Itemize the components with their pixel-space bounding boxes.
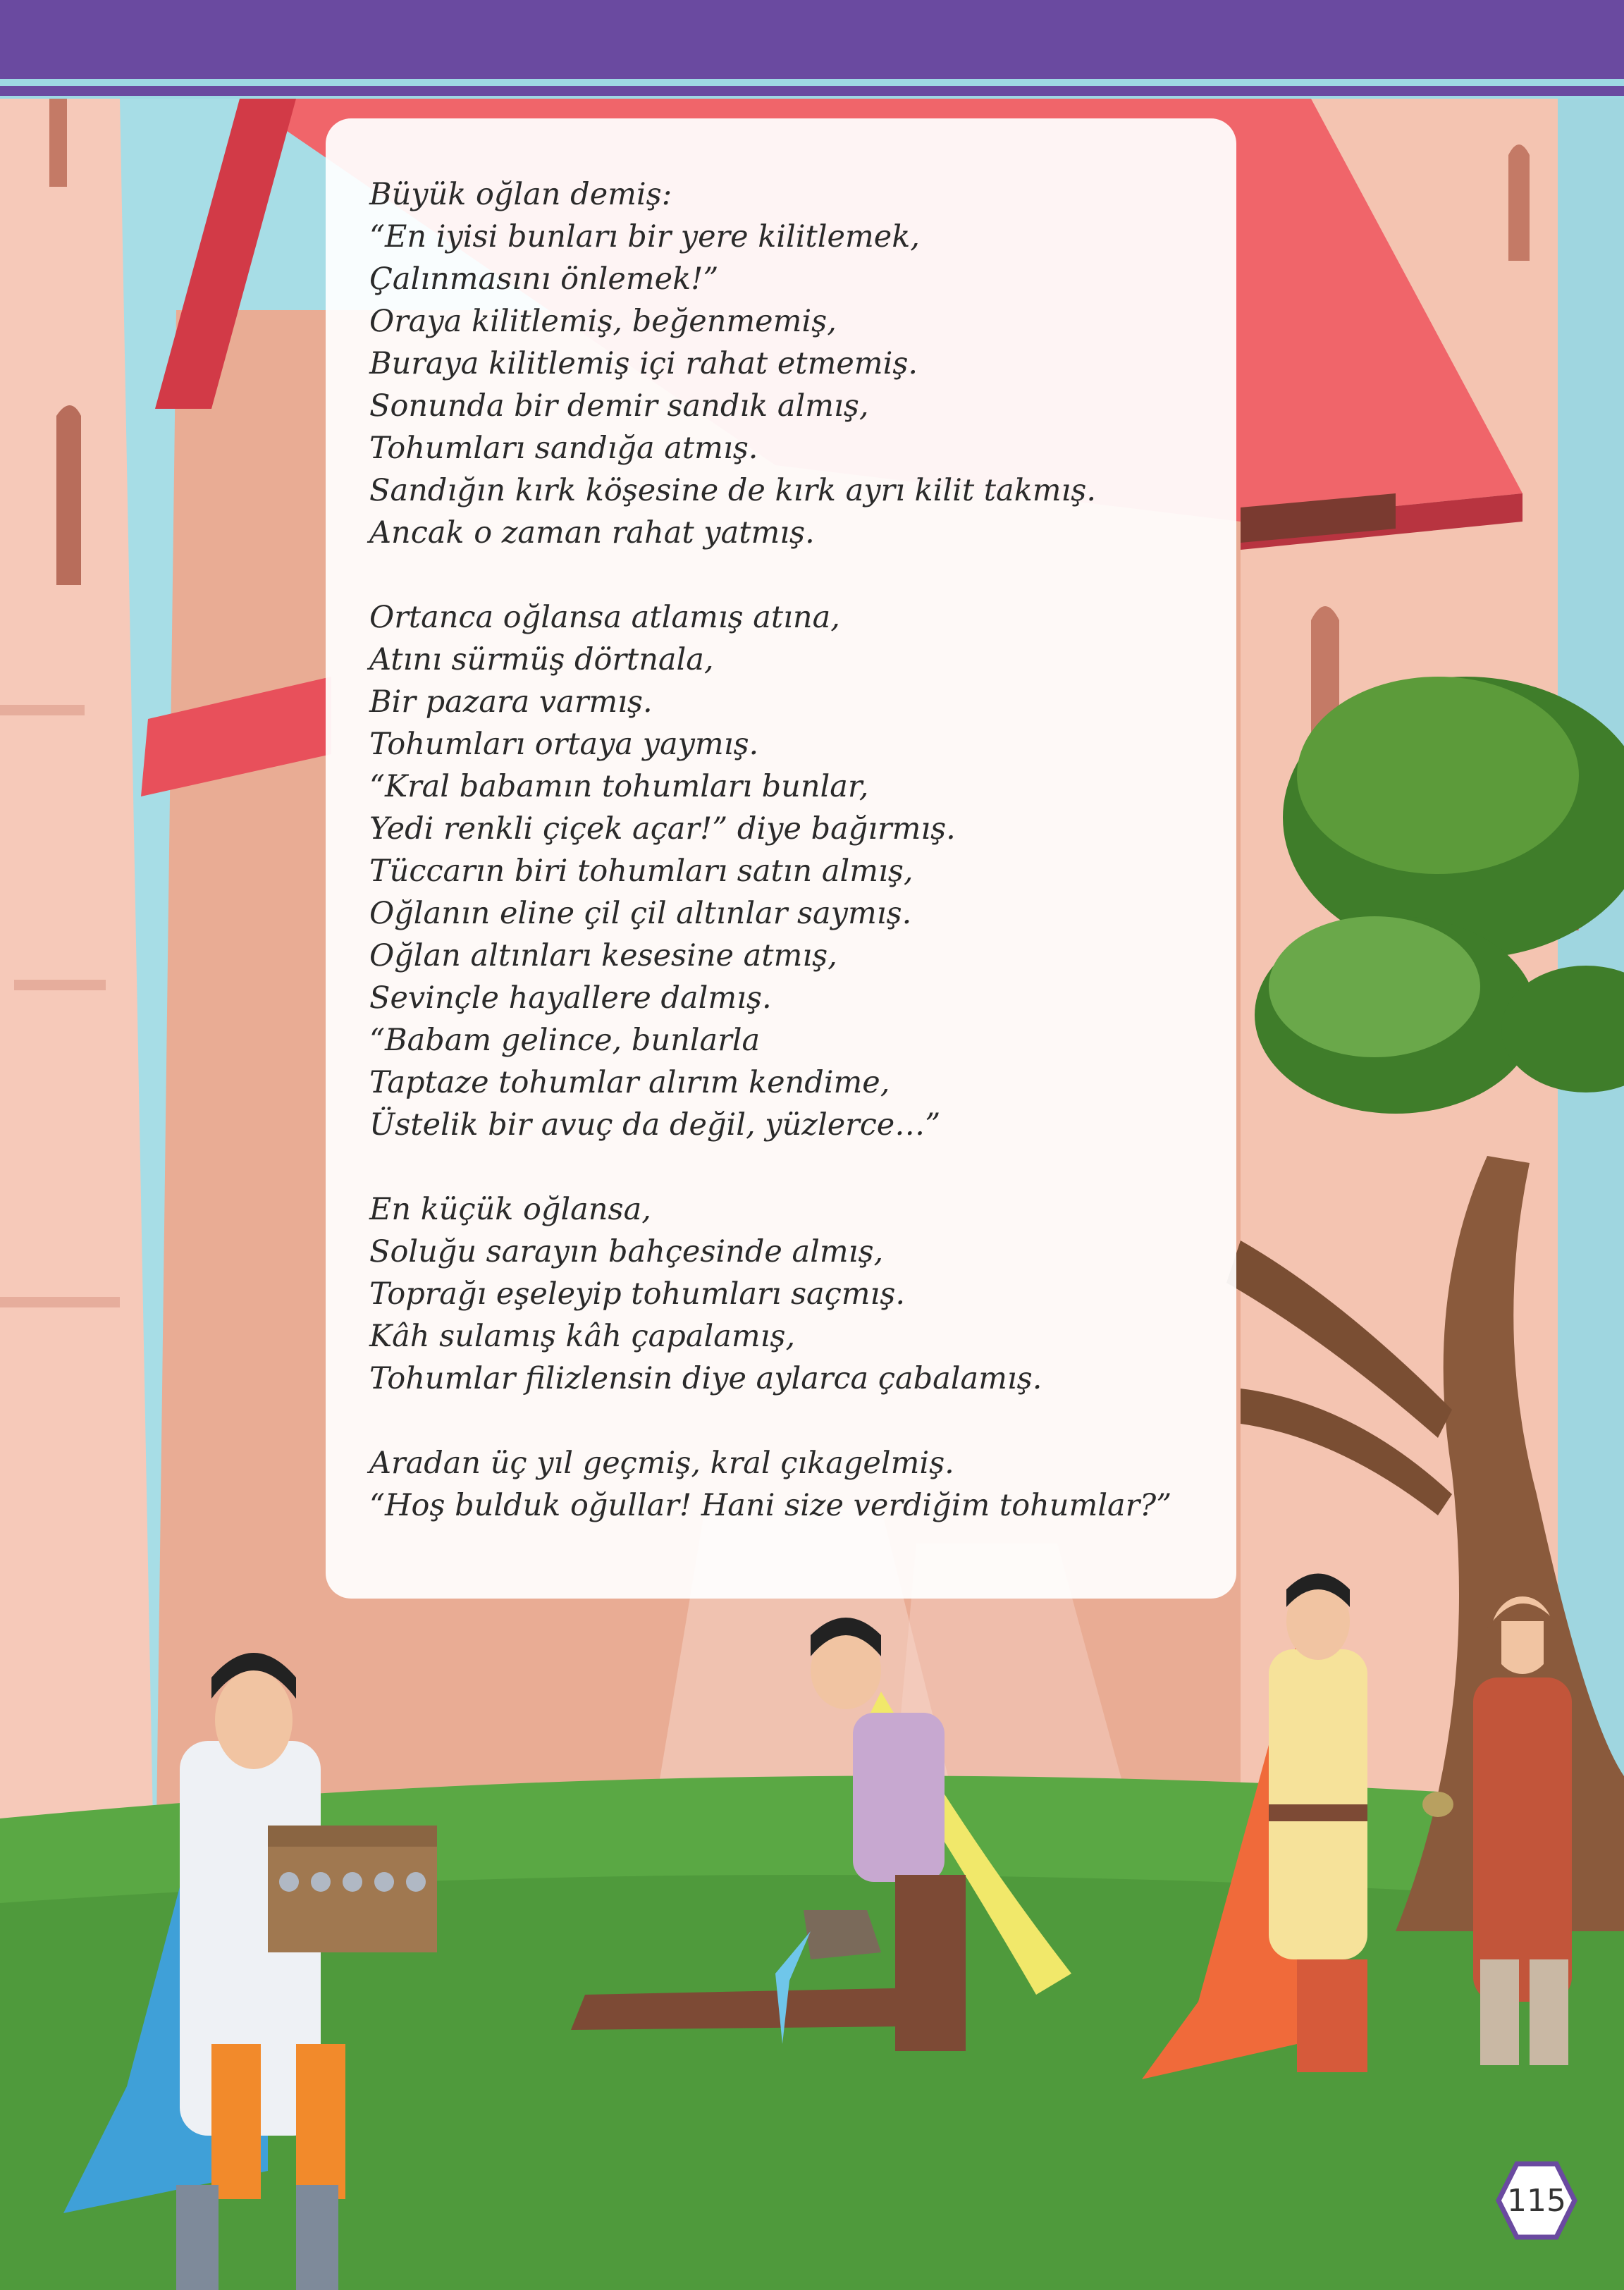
header-band (0, 0, 1624, 79)
stanza-4 (369, 1442, 1215, 1527)
poem-line: Tohumları sandığa atmış. (369, 431, 758, 466)
poem-line: Sonunda bir demir sandık almış, (369, 388, 869, 424)
poem-line: Sevinçle hayallere dalmış. (369, 980, 772, 1016)
poem-line: Ortanca oğlansa atlamış atına, (369, 600, 840, 635)
poem-line: Tohumlar filizlensin diye aylarca çabalamış. (369, 1361, 1042, 1396)
page-number: 115 (1507, 2182, 1566, 2219)
poem-line: “Babam gelince, bunlarla (369, 1023, 761, 1058)
stanza-3 (369, 1188, 1215, 1400)
poem-line: Atını sürmüş dörtnala, (369, 642, 714, 677)
poem-line: “En iyisi bunları bir yere kilitlemek, (369, 219, 920, 254)
poem-line: Soluğu sarayın bahçesinde almış, (369, 1234, 884, 1269)
poem-line: Büyük oğlan demiş: (369, 177, 672, 212)
poem-text (369, 173, 1215, 1527)
stanza-2 (369, 596, 1215, 1146)
poem-line: Taptaze tohumlar alırım kendime, (369, 1065, 890, 1100)
poem-line: Tohumları ortaya yaymış. (369, 727, 759, 762)
poem-line: Buraya kilitlemiş içi rahat etmemiş. (369, 346, 918, 381)
header-line (0, 86, 1624, 96)
poem-line: Oraya kilitlemiş, beğenmemiş, (369, 304, 837, 339)
poem-line: Aradan üç yıl geçmiş, kral çıkagelmiş. (369, 1446, 954, 1481)
poem-line: Kâh sulamış kâh çapalamış, (369, 1319, 796, 1354)
poem-line: Sandığın kırk köşesine de kırk ayrı kilit takmış. (369, 473, 1097, 508)
poem-line: “Hoş bulduk oğullar! Hani size verdiğim tohumlar?” (369, 1488, 1172, 1523)
poem-line: Üstelik bir avuç da değil, yüzlerce…” (369, 1107, 941, 1143)
poem-line: Toprağı eşeleyip tohumları saçmış. (369, 1276, 906, 1312)
poem-line: Ancak o zaman rahat yatmış. (369, 515, 815, 550)
poem-line: Tüccarın biri tohumları satın almış, (369, 854, 914, 889)
stanza-1 (369, 173, 1215, 554)
poem-line: “Kral babamın tohumları bunlar, (369, 769, 869, 804)
poem-line: Çalınmasını önlemek!” (369, 261, 719, 297)
poem-line: Bir pazara varmış. (369, 684, 653, 720)
poem-line: Oğlanın eline çil çil altınlar saymış. (369, 896, 912, 931)
poem-line: Oğlan altınları kesesine atmış, (369, 938, 837, 973)
poem-line: Yedi renkli çiçek açar!” diye bağırmış. (369, 811, 956, 847)
poem-line: En küçük oğlansa, (369, 1192, 651, 1227)
page-number-badge (1496, 2161, 1577, 2240)
